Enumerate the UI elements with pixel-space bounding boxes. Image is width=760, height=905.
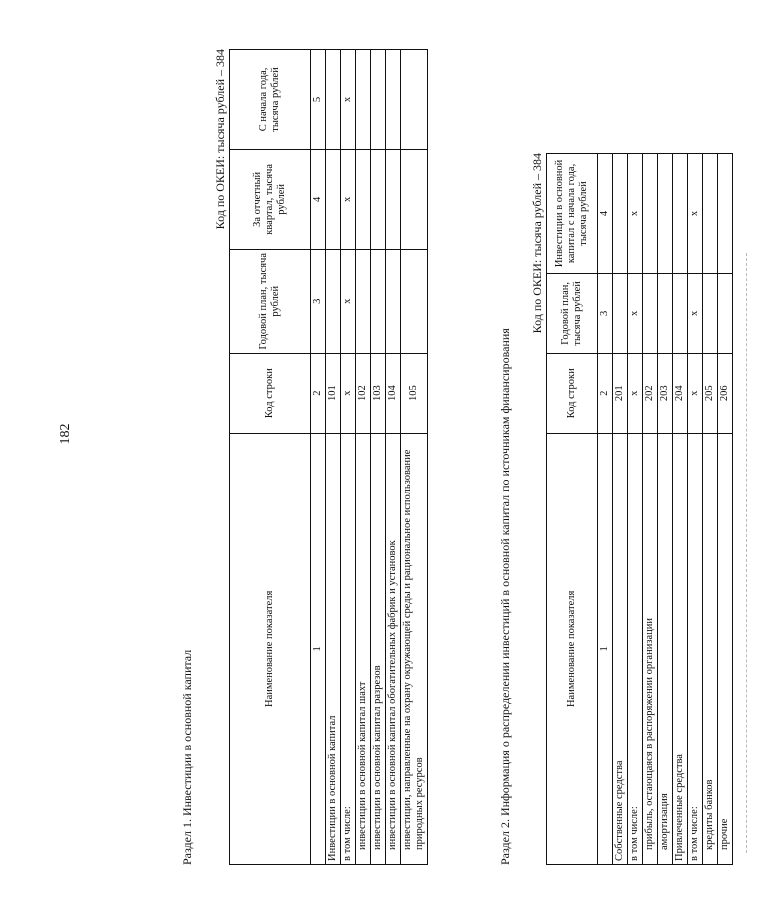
- cell-plan[interactable]: [658, 273, 673, 353]
- row-name: кредиты банков: [703, 433, 718, 864]
- table-row: [628, 153, 643, 864]
- row-name: амортизация: [658, 433, 673, 864]
- cell-ytd[interactable]: [613, 153, 628, 273]
- cell-ytd[interactable]: [326, 49, 341, 149]
- cell-ytd[interactable]: [673, 153, 688, 273]
- row-code: 202: [643, 353, 658, 433]
- column-number: 4: [311, 149, 326, 249]
- table-row: [356, 49, 371, 864]
- section2-table: [546, 153, 733, 865]
- header-line-code: Код строки: [230, 353, 311, 433]
- table-header-row: [547, 153, 598, 864]
- row-code: 102: [356, 353, 371, 433]
- cell-plan[interactable]: [356, 249, 371, 353]
- header-investment-ytd: Инвестиции в основной капитал с начала года, тысяча рублей: [547, 153, 598, 273]
- column-number: 3: [311, 249, 326, 353]
- row-name: в том числе:: [628, 433, 643, 864]
- column-number: 5: [311, 49, 326, 149]
- header-reporting-quarter: За отчетный квартал, тысяча рублей: [230, 149, 311, 249]
- header-annual-plan: Годовой план, тысяча рублей: [230, 249, 311, 353]
- header-indicator-name: Наименование показателя: [230, 433, 311, 864]
- column-number: 1: [598, 433, 613, 864]
- cell-ytd: х: [688, 153, 703, 273]
- cell-quarter[interactable]: [356, 149, 371, 249]
- row-name: инвестиции, направленные на охрану окружающей среды и рациональное использование природных ресурсов: [401, 433, 428, 864]
- row-name: прибыль, остающаяся в распоряжении организации: [643, 433, 658, 864]
- row-name: прочие: [718, 433, 733, 864]
- row-code: х: [341, 353, 356, 433]
- cell-plan[interactable]: [401, 249, 428, 353]
- column-number: 2: [311, 353, 326, 433]
- column-number-row: [311, 49, 326, 864]
- column-number: 3: [598, 273, 613, 353]
- cell-quarter[interactable]: [326, 149, 341, 249]
- row-name: инвестиции в основной капитал шахт: [356, 433, 371, 864]
- cell-ytd[interactable]: [643, 153, 658, 273]
- row-name: в том числе:: [688, 433, 703, 864]
- row-name: инвестиции в основной капитал разрезов: [371, 433, 386, 864]
- row-code: 205: [703, 353, 718, 433]
- section1-table: [229, 49, 428, 865]
- row-code: 206: [718, 353, 733, 433]
- row-code: 103: [371, 353, 386, 433]
- column-number: 4: [598, 153, 613, 273]
- row-name: Инвестиции в основной капитал: [326, 433, 341, 864]
- cell-quarter[interactable]: [371, 149, 386, 249]
- cell-ytd[interactable]: [658, 153, 673, 273]
- row-name: Собственные средства: [613, 433, 628, 864]
- table-row: [386, 49, 401, 864]
- column-number-row: [598, 153, 613, 864]
- cell-plan[interactable]: [718, 273, 733, 353]
- row-code: х: [628, 353, 643, 433]
- table-row: [643, 153, 658, 864]
- cell-plan: х: [341, 249, 356, 353]
- cell-quarter[interactable]: [386, 149, 401, 249]
- scan-divider-line: [746, 253, 747, 853]
- section1-okei-code: Код по ОКЕИ: тысяча рублей – 384: [213, 48, 227, 229]
- section2-okei-code: Код по ОКЕИ: тысяча рублей – 384: [530, 152, 544, 333]
- table-header-row: [230, 49, 311, 864]
- cell-plan[interactable]: [386, 249, 401, 353]
- section2-title: Раздел 2. Информация о распределении инвестиций в основной капитал по источникам финансирования: [498, 327, 512, 865]
- row-code: 105: [401, 353, 428, 433]
- row-code: 204: [673, 353, 688, 433]
- column-number: 1: [311, 433, 326, 864]
- cell-plan[interactable]: [371, 249, 386, 353]
- cell-plan[interactable]: [326, 249, 341, 353]
- row-code: 101: [326, 353, 341, 433]
- table-row: [371, 49, 386, 864]
- table-row: [718, 153, 733, 864]
- header-line-code: Код строки: [547, 353, 598, 433]
- cell-plan: х: [628, 273, 643, 353]
- cell-quarter[interactable]: [401, 149, 428, 249]
- table-row: [658, 153, 673, 864]
- cell-plan[interactable]: [703, 273, 718, 353]
- cell-ytd[interactable]: [718, 153, 733, 273]
- row-code: 201: [613, 353, 628, 433]
- row-name: в том числе:: [341, 433, 356, 864]
- cell-plan[interactable]: [613, 273, 628, 353]
- rotated-page-content: [160, 13, 760, 893]
- row-name: Привлеченные средства: [673, 433, 688, 864]
- section1-title: Раздел 1. Инвестиции в основной капитал: [180, 649, 194, 865]
- cell-plan[interactable]: [643, 273, 658, 353]
- table-row: [341, 49, 356, 864]
- cell-plan[interactable]: [673, 273, 688, 353]
- cell-ytd[interactable]: [356, 49, 371, 149]
- row-code: 203: [658, 353, 673, 433]
- row-name: инвестиции в основной капитал обогатительных фабрик и установок: [386, 433, 401, 864]
- table-row: [703, 153, 718, 864]
- table-row: [326, 49, 341, 864]
- cell-ytd[interactable]: [386, 49, 401, 149]
- page-number: 182: [58, 423, 73, 445]
- header-annual-plan: Годовой план, тысяча рублей: [547, 273, 598, 353]
- table-row: [673, 153, 688, 864]
- header-indicator-name: Наименование показателя: [547, 433, 598, 864]
- cell-ytd: х: [341, 49, 356, 149]
- column-number: 2: [598, 353, 613, 433]
- cell-ytd: х: [628, 153, 643, 273]
- header-year-to-date: С начала года, тысяча рублей: [230, 49, 311, 149]
- cell-plan: х: [688, 273, 703, 353]
- cell-quarter: х: [341, 149, 356, 249]
- cell-ytd[interactable]: [703, 153, 718, 273]
- table-row: [401, 49, 428, 864]
- table-row: [688, 153, 703, 864]
- table-row: [613, 153, 628, 864]
- row-code: 104: [386, 353, 401, 433]
- row-code: х: [688, 353, 703, 433]
- cell-ytd[interactable]: [371, 49, 386, 149]
- cell-ytd[interactable]: [401, 49, 428, 149]
